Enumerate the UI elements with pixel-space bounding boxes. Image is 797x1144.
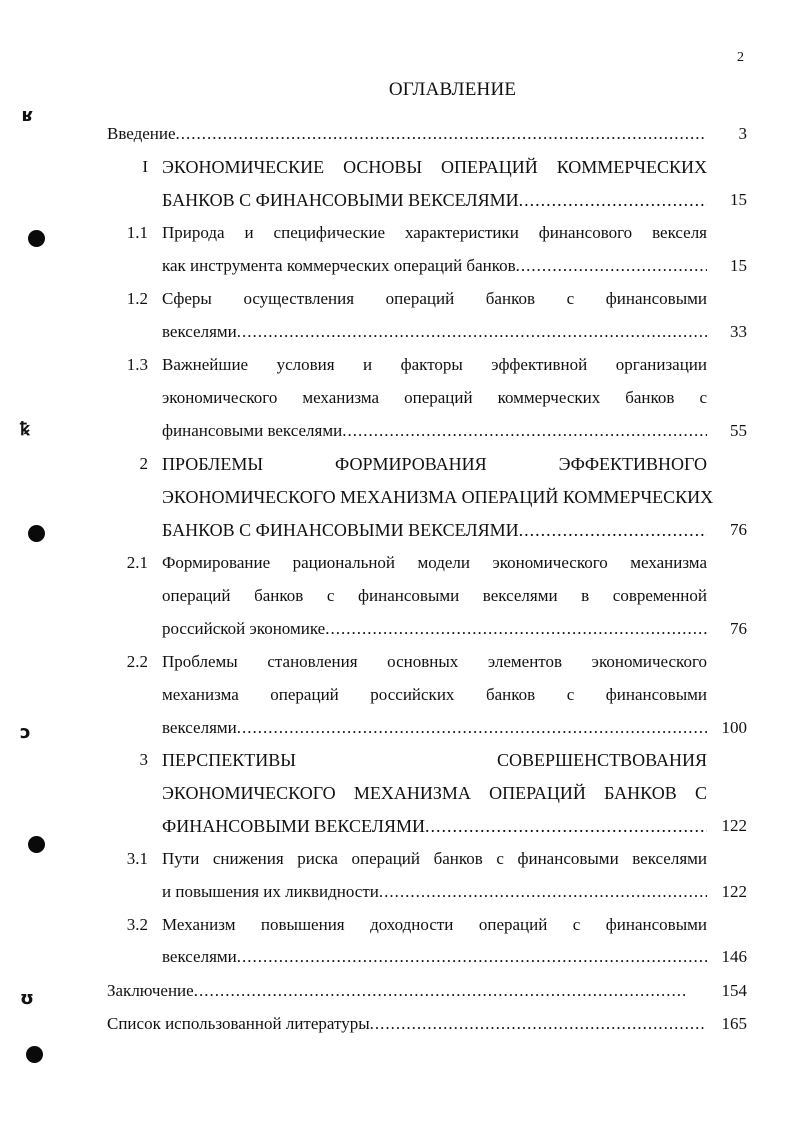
binding-hole-mark <box>28 525 45 542</box>
toc-section-title-line: механизма операций российских банков с финансовыми <box>162 685 707 704</box>
leader-dots <box>237 716 707 740</box>
toc-entry-label: финансовыми векселями <box>162 421 343 440</box>
toc-chapter-number: 3 <box>139 750 148 769</box>
toc-entry-label: российской экономике <box>162 619 326 638</box>
leader-dots <box>237 945 707 969</box>
toc-section-title-line <box>162 617 707 641</box>
leader-dots <box>370 1012 705 1036</box>
binding-hole-mark <box>26 1046 43 1063</box>
toc-entry-label: БАНКОВ С ФИНАНСОВЫМИ ВЕКСЕЛЯМИ <box>162 190 519 210</box>
leader-dots <box>519 518 707 542</box>
toc-entry-conclusion <box>107 979 687 1003</box>
margin-scan-mark: ʊ <box>20 988 34 1009</box>
toc-page-number: 100 <box>721 718 747 737</box>
toc-page-number: 154 <box>721 981 747 1000</box>
toc-section-title-line: Природа и специфические характеристики финансового векселя <box>162 223 707 242</box>
toc-section-number: 2.1 <box>126 553 148 572</box>
toc-section-title-line <box>162 419 707 443</box>
leader-dots <box>325 617 707 641</box>
leader-dots <box>342 419 707 443</box>
toc-section-number: 1.3 <box>126 355 148 374</box>
toc-entry-intro <box>107 122 707 146</box>
toc-section-title-line: Формирование рациональной модели экономического механизма <box>162 553 707 572</box>
toc-section-title-line <box>162 716 707 740</box>
toc-chapter-title-line: ЭКОНОМИЧЕСКОГО МЕХАНИЗМА ОПЕРАЦИЙ КОММЕРЧЕСКИХ <box>162 487 714 507</box>
toc-section-title-line <box>162 880 707 904</box>
page-title: ОГЛАВЛЕНИЕ <box>388 79 517 100</box>
toc-chapter-title-line <box>162 814 707 838</box>
toc-entry-label: БАНКОВ С ФИНАНСОВЫМИ ВЕКСЕЛЯМИ <box>162 520 519 540</box>
leader-dots <box>237 320 707 344</box>
toc-section-number: 1.2 <box>126 289 148 308</box>
leader-dots <box>194 979 687 1003</box>
toc-page-number: 15 <box>730 190 747 209</box>
toc-section-number: 3.1 <box>126 849 148 868</box>
toc-chapter-title-line: ПЕРСПЕКТИВЫ СОВЕРШЕНСТВОВАНИЯ <box>162 750 707 770</box>
toc-page-number: 76 <box>730 619 747 638</box>
leader-dots <box>425 814 707 838</box>
toc-entry-label: векселями <box>162 322 237 341</box>
margin-scan-mark: ʁ <box>22 105 34 126</box>
toc-page-number: 146 <box>721 947 747 966</box>
toc-chapter-number: I <box>142 157 148 176</box>
toc-section-number: 2.2 <box>126 652 148 671</box>
toc-chapter-title-line <box>162 518 707 542</box>
toc-chapter-title-line: ЭКОНОМИЧЕСКОГО МЕХАНИЗМА ОПЕРАЦИЙ БАНКОВ С <box>162 783 707 803</box>
toc-page-number: 165 <box>721 1014 747 1033</box>
toc-section-title-line: Механизм повышения доходности операций с финансовыми <box>162 915 707 934</box>
toc-entry-label: как инструмента коммерческих операций банков <box>162 256 516 275</box>
toc-section-number: 3.2 <box>126 915 148 934</box>
toc-entry-label: векселями <box>162 947 237 966</box>
leader-dots <box>519 188 707 212</box>
toc-page-number: 15 <box>730 256 747 275</box>
margin-scan-mark: ꝅ <box>20 419 30 440</box>
toc-section-number: 1.1 <box>126 223 148 242</box>
toc-section-title-line: Пути снижения риска операций банков с финансовыми векселями <box>162 849 707 868</box>
toc-section-title-line <box>162 254 707 278</box>
toc-section-title-line: Сферы осуществления операций банков с финансовыми <box>162 289 707 308</box>
toc-entry-label: Список использованной литературы <box>107 1014 370 1033</box>
toc-entry-label: Введение <box>107 124 176 143</box>
toc-section-title-line: Проблемы становления основных элементов экономического <box>162 652 707 671</box>
toc-section-title-line <box>162 945 707 969</box>
toc-entry-label: ФИНАНСОВЫМИ ВЕКСЕЛЯМИ <box>162 816 425 836</box>
toc-entry-label: Заключение <box>107 981 194 1000</box>
toc-section-title-line: экономического механизма операций коммерческих банков с <box>162 388 707 407</box>
toc-section-title-line <box>162 320 707 344</box>
leader-dots <box>176 122 707 146</box>
toc-entry-references <box>107 1012 705 1036</box>
binding-hole-mark <box>28 230 45 247</box>
toc-entry-label: векселями <box>162 718 237 737</box>
toc-chapter-title-line: ПРОБЛЕМЫ ФОРМИРОВАНИЯ ЭФФЕКТИВНОГО <box>162 454 707 474</box>
toc-chapter-title-line: ЭКОНОМИЧЕСКИЕ ОСНОВЫ ОПЕРАЦИЙ КОММЕРЧЕСКИХ <box>162 157 707 177</box>
margin-scan-mark: ↄ <box>20 722 31 743</box>
toc-page-number: 55 <box>730 421 747 440</box>
toc-chapter-title-line <box>162 188 707 212</box>
leader-dots <box>379 880 707 904</box>
toc-page-number: 122 <box>721 816 747 835</box>
toc-section-title-line: Важнейшие условия и факторы эффективной организации <box>162 355 707 374</box>
leader-dots <box>516 254 707 278</box>
toc-page-number: 122 <box>721 882 747 901</box>
toc-chapter-number: 2 <box>139 454 148 473</box>
toc-entry-label: и повышения их ликвидности <box>162 882 379 901</box>
page-number: 2 <box>737 50 744 65</box>
toc-section-title-line: операций банков с финансовыми векселями в современной <box>162 586 707 605</box>
toc-page-number: 76 <box>730 520 747 539</box>
binding-hole-mark <box>28 836 45 853</box>
toc-page-number: 3 <box>738 124 747 143</box>
toc-page-number: 33 <box>730 322 747 341</box>
